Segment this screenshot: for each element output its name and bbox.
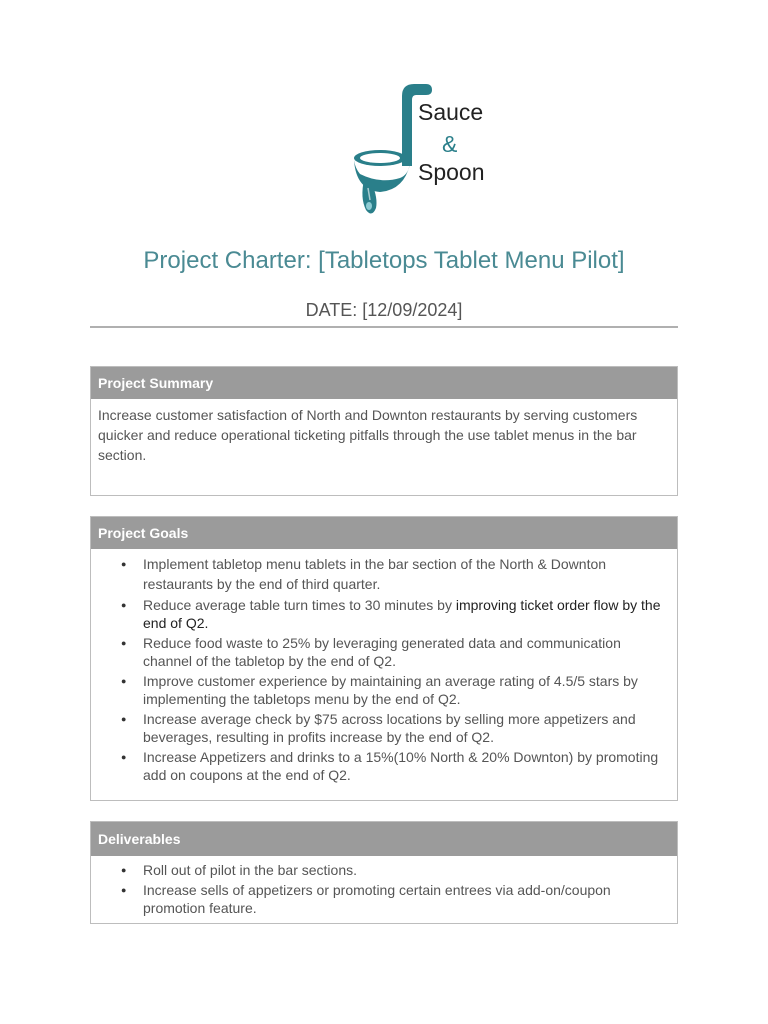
- goal-item: ● Implement tabletop menu tablets in the bar section of the North & Downton restaurants by the end of third quarter.: [143, 554, 677, 594]
- project-goals-header: Project Goals: [91, 517, 677, 549]
- deliverables-list: [91, 856, 677, 917]
- deliverables-section: [90, 821, 678, 924]
- logo-text-ampersand: &: [442, 131, 458, 157]
- deliverables-header: Deliverables: [91, 822, 677, 856]
- goal-item: [143, 596, 677, 632]
- title-divider: [90, 326, 678, 328]
- logo-text-sauce: Sauce: [418, 99, 484, 125]
- logo-text-spoon: Spoon: [418, 159, 485, 185]
- goal-item: ● Increase average check by $75 across locations by selling more appetizers and beverages, resulting in profits increase by the end of Q2.: [143, 710, 677, 746]
- goal-item-text: Reduce average table turn times to 30 minutes by: [143, 597, 456, 613]
- goal-item: ● Reduce food waste to 25% by leveraging generated data and communication channel of the tabletop by the end of Q2.: [143, 634, 677, 670]
- project-goals-list: [91, 549, 677, 784]
- document-date: DATE: [12/09/2024]: [305, 300, 463, 320]
- company-logo: [350, 80, 490, 220]
- goal-item: ● Improve customer experience by maintaining an average rating of 4.5/5 stars by implementing the tabletops menu by the end of Q2.: [143, 672, 677, 708]
- project-summary-section: [90, 366, 678, 496]
- project-summary-header: Project Summary: [91, 367, 677, 399]
- project-summary-text: Increase customer satisfaction of North and Downton restaurants by serving customers quicker and reduce operational ticketing pitfalls through the use tablet menus in the bar section.: [98, 407, 638, 463]
- project-goals-section: [90, 516, 678, 801]
- page-title: Project Charter: [Tabletops Tablet Menu Pilot]: [143, 247, 625, 274]
- goal-item-text-highlight: improving ticket order flow by the end of Q2.: [143, 597, 661, 631]
- deliverable-item: ● Increase sells of appetizers or promoting certain entrees via add-on/coupon promotion feature.: [143, 881, 677, 917]
- deliverable-item: ● Roll out of pilot in the bar sections.: [143, 861, 677, 879]
- goal-item: ● Increase Appetizers and drinks to a 15%(10% North & 20% Downton) by promoting add on coupons at the end of Q2.: [143, 748, 677, 784]
